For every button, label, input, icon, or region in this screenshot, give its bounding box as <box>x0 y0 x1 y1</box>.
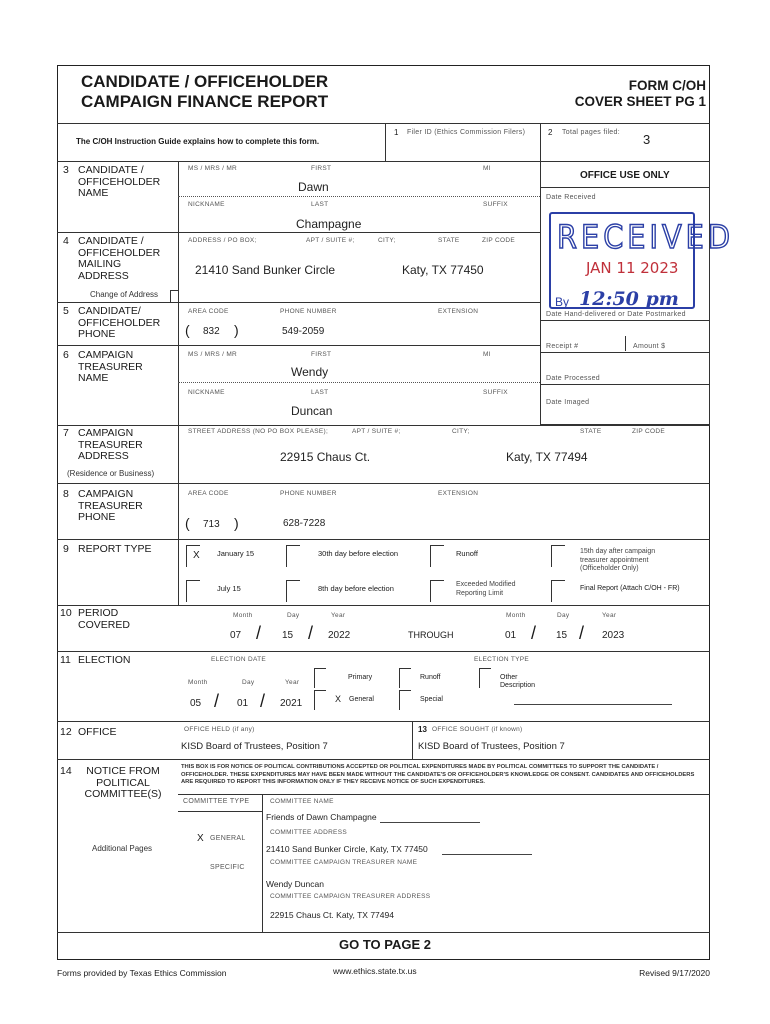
to-month-label: Month <box>506 612 526 619</box>
stamp-by: By <box>555 295 570 309</box>
divider <box>57 932 710 933</box>
area-code-label: AREA CODE <box>188 490 229 497</box>
exceeded-limit-checkbox[interactable] <box>430 580 444 602</box>
election-year-label: Year <box>285 679 300 686</box>
election-month-label: Month <box>188 679 208 686</box>
committee-general-mark: X <box>197 833 204 844</box>
section-5-label: CANDIDATE/ OFFICEHOLDER PHONE <box>78 305 161 340</box>
to-year-label: Year <box>602 612 617 619</box>
divider <box>57 425 710 426</box>
from-day-label: Day <box>287 612 300 619</box>
jan15-mark: X <box>193 550 200 561</box>
nickname-label: NICKNAME <box>188 389 225 396</box>
treasurer-street[interactable]: 22915 Chaus Ct. <box>280 450 371 464</box>
candidate-phone[interactable]: 549-2059 <box>282 326 325 337</box>
section-7-label: CAMPAIGN TREASURER ADDRESS <box>78 427 143 462</box>
divider <box>178 382 540 383</box>
extension-label: EXTENSION <box>438 490 479 497</box>
divider <box>178 811 262 812</box>
divider <box>57 721 710 722</box>
divider <box>57 605 710 606</box>
section-3-label: CANDIDATE / OFFICEHOLDER NAME <box>78 164 161 199</box>
paren-close: ) <box>234 515 239 531</box>
final-report-label: Final Report (Attach C/OH - FR) <box>580 585 680 592</box>
divider <box>385 123 386 161</box>
from-month-label: Month <box>233 612 253 619</box>
from-year[interactable]: 2022 <box>328 630 351 641</box>
committee-treasurer-name[interactable]: Wendy Duncan <box>266 879 324 889</box>
notice-text: THIS BOX IS FOR NOTICE OF POLITICAL CONTRIBUTIONS ACCEPTED OR POLITICAL EXPENDITURES MADE BY POLITICAL COMMITTEES TO SUPPORT THE CANDIDATE / OFFICEHOLDER. THESE EXPENDITURES MAY HAVE BEEN MADE WITHOUT THE CANDIDATE'S OR OFFICEHOLDER'S KNOWLEDGE OR CONSENT. CANDIDATES AND OFFICEHOLDERS ARE REQUIRED TO REPORT THIS INFORMATION ONLY IF THEY RECEIVE NOTICE OF SUCH EXPENDITURES. <box>181 764 695 786</box>
date-imaged-label: Date Imaged <box>546 399 590 406</box>
section-11-num: 11 <box>60 654 71 666</box>
office-use-title: OFFICE USE ONLY <box>580 170 670 181</box>
divider <box>57 123 710 124</box>
total-pages-value[interactable]: 3 <box>643 132 651 147</box>
committee-specific-label: SPECIFIC <box>210 864 245 871</box>
election-day[interactable]: 01 <box>237 698 249 709</box>
divider <box>57 345 540 346</box>
date-processed-label: Date Processed <box>546 375 601 382</box>
section-10-num: 10 <box>60 607 72 619</box>
zip-label: ZIP CODE <box>482 237 515 244</box>
address-label: ADDRESS / PO BOX; <box>188 237 257 244</box>
divider <box>540 320 710 321</box>
form-id: FORM C/OH <box>628 78 706 93</box>
office-sought-label: OFFICE SOUGHT (if known) <box>432 726 523 733</box>
date-slash: / <box>531 623 537 643</box>
from-year-label: Year <box>331 612 346 619</box>
section-13-num: 13 <box>418 725 427 734</box>
footer-provided-by: Forms provided by Texas Ethics Commission <box>57 968 227 978</box>
primary-checkbox[interactable] <box>314 668 326 688</box>
to-year[interactable]: 2023 <box>602 630 625 641</box>
paren-close: ) <box>234 322 239 338</box>
30th-day-checkbox[interactable] <box>286 545 300 567</box>
general-checkbox[interactable] <box>314 690 326 710</box>
committee-address-line <box>442 854 532 855</box>
receipt-label: Receipt # <box>546 343 579 350</box>
nickname-label: NICKNAME <box>188 201 225 208</box>
divider <box>57 302 540 303</box>
section-14-label: NOTICE FROM POLITICAL COMMITTEE(S) <box>84 765 162 800</box>
extension-label: EXTENSION <box>438 308 479 315</box>
general-mark: X <box>335 694 342 704</box>
8th-day-label: 8th day before election <box>318 584 394 593</box>
first-label: FIRST <box>311 165 332 172</box>
runoff-label: Runoff <box>456 549 478 558</box>
section-12-num: 12 <box>60 726 72 738</box>
mi-label: MI <box>483 165 491 172</box>
treasurer-name-label: COMMITTEE CAMPAIGN TREASURER NAME <box>270 859 418 866</box>
from-month[interactable]: 07 <box>230 630 242 641</box>
final-report-checkbox[interactable] <box>551 580 565 602</box>
election-month[interactable]: 05 <box>190 698 202 709</box>
general-label: General <box>349 696 374 703</box>
election-year[interactable]: 2021 <box>280 698 303 709</box>
apt-label: APT / SUITE #; <box>352 428 401 435</box>
to-day[interactable]: 15 <box>556 630 568 641</box>
go-to-page-2: GO TO PAGE 2 <box>339 937 431 952</box>
stamp-date: JAN 11 2023 <box>586 259 679 277</box>
instruction-text: The C/OH Instruction Guide explains how to complete this form. <box>76 137 320 146</box>
15th-day-label: 15th day after campaign treasurer appointment (Officeholder Only) <box>580 548 656 572</box>
divider <box>57 232 540 233</box>
special-label: Special <box>420 696 443 703</box>
description-line <box>514 704 672 705</box>
treasurer-address-label: COMMITTEE CAMPAIGN TREASURER ADDRESS <box>270 893 431 900</box>
footer-revised: Revised 9/17/2020 <box>639 968 710 978</box>
committee-address-label: COMMITTEE ADDRESS <box>270 829 347 836</box>
candidate-street[interactable]: 21410 Sand Bunker Circle <box>195 263 336 277</box>
form-title-line1: CANDIDATE / OFFICEHOLDER <box>81 72 329 91</box>
section-4-num: 4 <box>63 235 69 247</box>
state-label: STATE <box>438 237 460 244</box>
mi-label: MI <box>483 351 491 358</box>
phone-number-label: PHONE NUMBER <box>280 490 337 497</box>
section-6-label: CAMPAIGN TREASURER NAME <box>78 349 143 384</box>
from-day[interactable]: 15 <box>282 630 294 641</box>
zip-label: ZIP CODE <box>632 428 665 435</box>
treasurer-area-code[interactable]: 713 <box>203 519 220 530</box>
treasurer-phone[interactable]: 628-7228 <box>283 518 326 529</box>
committee-name-line <box>380 822 480 823</box>
area-code-label: AREA CODE <box>188 308 229 315</box>
stamp-time: 12:50 pm <box>579 288 679 310</box>
treasurer-last-name[interactable]: Duncan <box>291 404 333 418</box>
divider <box>625 336 626 351</box>
divider <box>178 196 540 197</box>
divider <box>57 651 710 652</box>
form-page-label: COVER SHEET PG 1 <box>574 94 706 109</box>
jan15-label: January 15 <box>217 549 255 558</box>
committee-treasurer-address[interactable]: 22915 Chaus Ct. Katy, TX 77494 <box>270 910 394 920</box>
runoff-election-label: Runoff <box>420 674 441 681</box>
office-sought[interactable]: KISD Board of Trustees, Position 7 <box>418 741 565 752</box>
divider <box>57 759 710 760</box>
section-8-label: CAMPAIGN TREASURER PHONE <box>78 488 143 523</box>
last-label: LAST <box>311 389 329 396</box>
date-received-label: Date Received <box>546 194 596 201</box>
filer-id-label: Filer ID (Ethics Commission Filers) <box>407 129 526 136</box>
stamp-word: RECEIVED <box>557 218 735 256</box>
ms-mrs-mr-label: MS / MRS / MR <box>188 351 238 358</box>
primary-label: Primary <box>348 674 373 681</box>
section-9-label: REPORT TYPE <box>78 543 152 555</box>
to-day-label: Day <box>557 612 570 619</box>
amount-label: Amount $ <box>633 343 666 350</box>
city-label: CITY; <box>452 428 470 435</box>
section-6-num: 6 <box>63 349 69 361</box>
filer-id-num: 1 <box>394 128 399 137</box>
divider <box>540 123 541 161</box>
jul15-checkbox[interactable] <box>186 580 200 602</box>
change-of-address-checkbox[interactable] <box>170 290 179 302</box>
divider <box>540 352 710 353</box>
committee-name[interactable]: Friends of Dawn Champagne <box>266 812 377 822</box>
section-14-num: 14 <box>60 765 72 777</box>
candidate-area-code[interactable]: 832 <box>203 326 220 337</box>
treasurer-first-name[interactable]: Wendy <box>291 365 329 379</box>
divider <box>57 483 710 484</box>
jul15-label: July 15 <box>217 584 241 593</box>
candidate-city-state-zip[interactable]: Katy, TX 77450 <box>402 263 484 277</box>
through-label: THROUGH <box>408 630 454 640</box>
divider <box>178 794 710 795</box>
hand-delivered-label: Date Hand-delivered or Date Postmarked <box>546 311 686 318</box>
divider <box>412 721 413 759</box>
candidate-last-name[interactable]: Champagne <box>296 217 362 231</box>
divider <box>57 539 710 540</box>
section-5-num: 5 <box>63 305 69 317</box>
total-pages-num: 2 <box>548 128 553 137</box>
8th-day-checkbox[interactable] <box>286 580 300 602</box>
section-11-label: ELECTION <box>78 654 131 666</box>
date-slash: / <box>260 691 266 711</box>
special-checkbox[interactable] <box>399 690 411 710</box>
paren-open: ( <box>185 515 190 531</box>
committee-type-label: COMMITTEE TYPE <box>183 798 250 805</box>
committee-address[interactable]: 21410 Sand Bunker Circle, Katy, TX 77450 <box>266 844 428 854</box>
election-day-label: Day <box>242 679 255 686</box>
to-month[interactable]: 01 <box>505 630 517 641</box>
section-10-label: PERIOD COVERED <box>78 607 130 631</box>
committee-general-label: GENERAL <box>210 835 246 842</box>
section-8-num: 8 <box>63 488 69 500</box>
date-slash: / <box>308 623 314 643</box>
runoff-checkbox[interactable] <box>430 545 444 567</box>
suffix-label: SUFFIX <box>483 389 508 396</box>
received-stamp <box>549 212 735 310</box>
section-9-num: 9 <box>63 543 69 555</box>
candidate-first-name[interactable]: Dawn <box>298 180 329 194</box>
change-of-address-label: Change of Address <box>90 290 159 299</box>
other-label: Other <box>500 674 518 681</box>
divider <box>540 187 710 188</box>
section-4-label: CANDIDATE / OFFICEHOLDER MAILING ADDRESS <box>78 235 161 282</box>
divider <box>540 384 710 385</box>
election-date-label: ELECTION DATE <box>211 656 267 663</box>
office-held[interactable]: KISD Board of Trustees, Position 7 <box>181 741 328 752</box>
office-held-label: OFFICE HELD (if any) <box>184 726 255 733</box>
date-slash: / <box>256 623 262 643</box>
runoff-election-checkbox[interactable] <box>399 668 411 688</box>
other-checkbox[interactable] <box>479 668 491 688</box>
form-title-line2: CAMPAIGN FINANCE REPORT <box>81 92 329 111</box>
description-label: Description <box>500 682 536 689</box>
section-12-label: OFFICE <box>78 726 117 738</box>
committee-name-label: COMMITTEE NAME <box>270 798 334 805</box>
paren-open: ( <box>185 322 190 338</box>
suffix-label: SUFFIX <box>483 201 508 208</box>
exceeded-limit-label: Exceeded Modified Reporting Limit <box>456 581 516 597</box>
city-label: CITY; <box>378 237 396 244</box>
state-label: STATE <box>580 428 602 435</box>
residence-or-business: (Residence or Business) <box>67 469 155 478</box>
section-3-num: 3 <box>63 164 69 176</box>
last-label: LAST <box>311 201 329 208</box>
apt-label: APT / SUITE #; <box>306 237 355 244</box>
section-7-num: 7 <box>63 427 69 439</box>
date-slash: / <box>579 623 585 643</box>
footer-website[interactable]: www.ethics.state.tx.us <box>333 966 417 976</box>
divider <box>262 794 263 932</box>
total-pages-label: Total pages filed: <box>562 129 620 136</box>
election-type-label: ELECTION TYPE <box>474 656 530 663</box>
15th-day-checkbox[interactable] <box>551 545 565 567</box>
ms-mrs-mr-label: MS / MRS / MR <box>188 165 238 172</box>
phone-number-label: PHONE NUMBER <box>280 308 337 315</box>
30th-day-label: 30th day before election <box>318 549 399 558</box>
street-address-label: STREET ADDRESS (NO PO BOX PLEASE); <box>188 428 329 435</box>
date-slash: / <box>214 691 220 711</box>
treasurer-city-state-zip[interactable]: Katy, TX 77494 <box>506 450 588 464</box>
additional-pages-label: Additional Pages <box>92 844 153 853</box>
first-label: FIRST <box>311 351 332 358</box>
